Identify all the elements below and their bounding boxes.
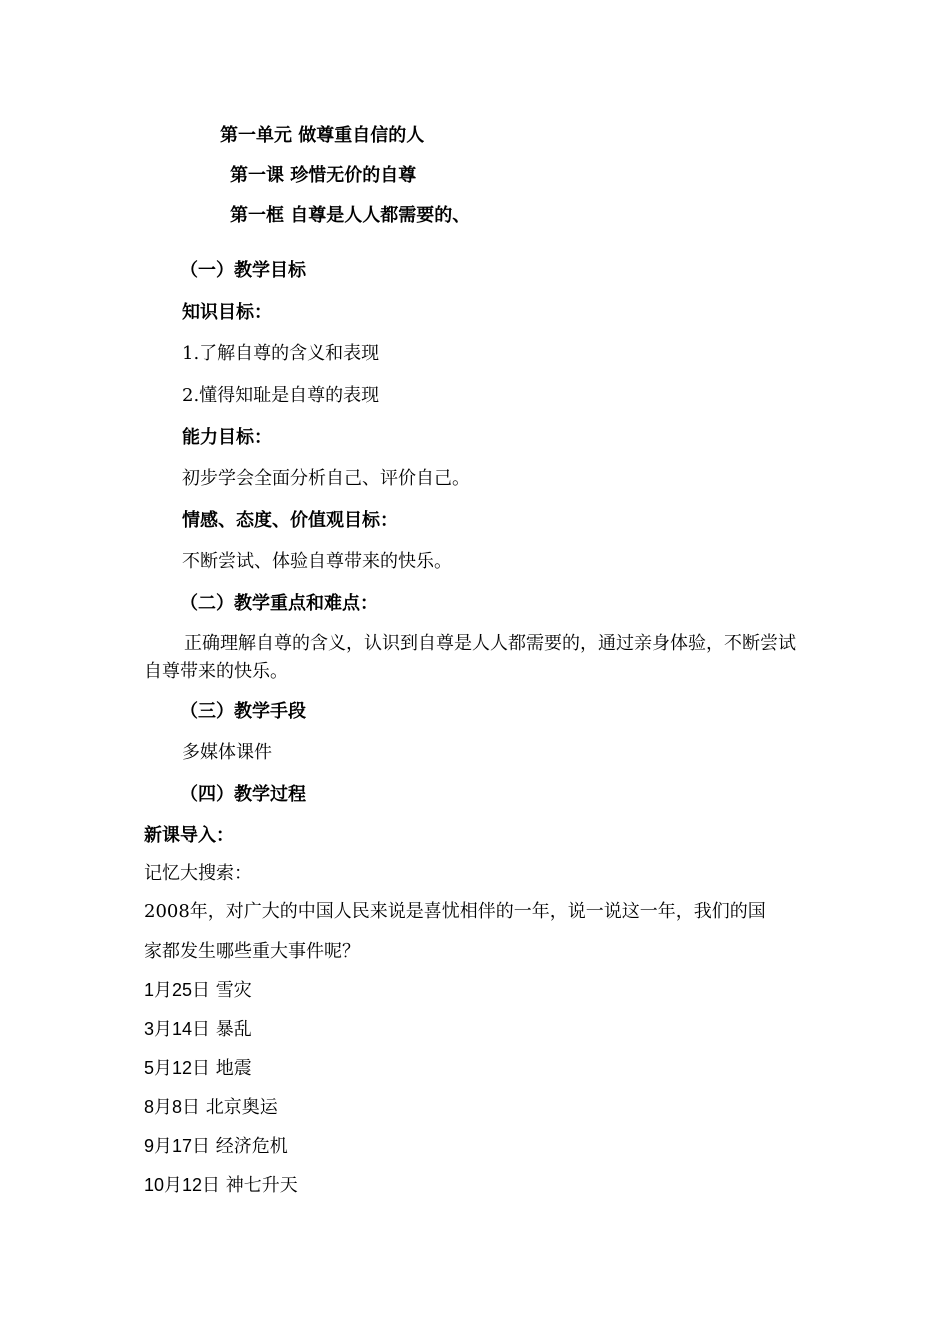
event-row bbox=[144, 1017, 252, 1042]
emotion-goal-label: 情感、态度、价值观目标： bbox=[182, 510, 398, 531]
event-date: 10月12日 bbox=[144, 1175, 221, 1195]
event-name: 雪灾 bbox=[215, 980, 252, 1001]
activity-text: 记忆大搜索： bbox=[144, 863, 252, 884]
event-date: 1月25日 bbox=[144, 980, 211, 1000]
event-name: 经济危机 bbox=[215, 1136, 288, 1157]
frame-title: 第一框 自尊是人人都需要的、 bbox=[230, 205, 471, 226]
emotion-goal-text: 不断尝试、体验自尊带来的快乐。 bbox=[182, 551, 452, 572]
unit-title: 第一单元 做尊重自信的人 bbox=[220, 125, 425, 146]
knowledge-goal-label: 知识目标： bbox=[182, 302, 272, 323]
intro-label: 新课导入： bbox=[144, 825, 234, 846]
key-points-paragraph: 正确理解自尊的含义，认识到自尊是人人都需要的，通过亲身体验，不断尝试自尊带来的快乐。 bbox=[144, 633, 796, 682]
lesson-title: 第一课 珍惜无价的自尊 bbox=[230, 165, 417, 186]
event-row bbox=[144, 1095, 278, 1120]
event-date: 5月12日 bbox=[144, 1058, 211, 1078]
ability-goal-label: 能力目标： bbox=[182, 427, 272, 448]
question-text: 2008年，对广大的中国人民来说是喜忧相伴的一年，说一说这一年，我们的国 bbox=[144, 901, 766, 922]
knowledge-goal-item: 1.了解自尊的含义和表现 bbox=[182, 343, 380, 364]
section-heading-process: （四）教学过程 bbox=[180, 784, 306, 805]
event-name: 神七升天 bbox=[225, 1175, 298, 1196]
event-row bbox=[144, 978, 252, 1003]
methods-text: 多媒体课件 bbox=[182, 742, 272, 763]
knowledge-goal-item: 2.懂得知耻是自尊的表现 bbox=[182, 385, 380, 406]
event-row bbox=[144, 1056, 252, 1081]
event-name: 暴乱 bbox=[215, 1019, 252, 1040]
event-name: 地震 bbox=[215, 1058, 252, 1079]
event-row bbox=[144, 1173, 298, 1198]
section-heading-objectives: （一）教学目标 bbox=[180, 260, 306, 281]
question-text-continued: 家都发生哪些重大事件呢？ bbox=[144, 941, 360, 962]
event-date: 9月17日 bbox=[144, 1136, 211, 1156]
section-heading-methods: （三）教学手段 bbox=[180, 701, 306, 722]
ability-goal-text: 初步学会全面分析自己、评价自己。 bbox=[182, 468, 470, 489]
event-date: 3月14日 bbox=[144, 1019, 211, 1039]
event-date: 8月8日 bbox=[144, 1097, 201, 1117]
event-row bbox=[144, 1134, 288, 1159]
event-name: 北京奥运 bbox=[205, 1097, 278, 1118]
section-heading-key-points: （二）教学重点和难点： bbox=[180, 593, 378, 614]
